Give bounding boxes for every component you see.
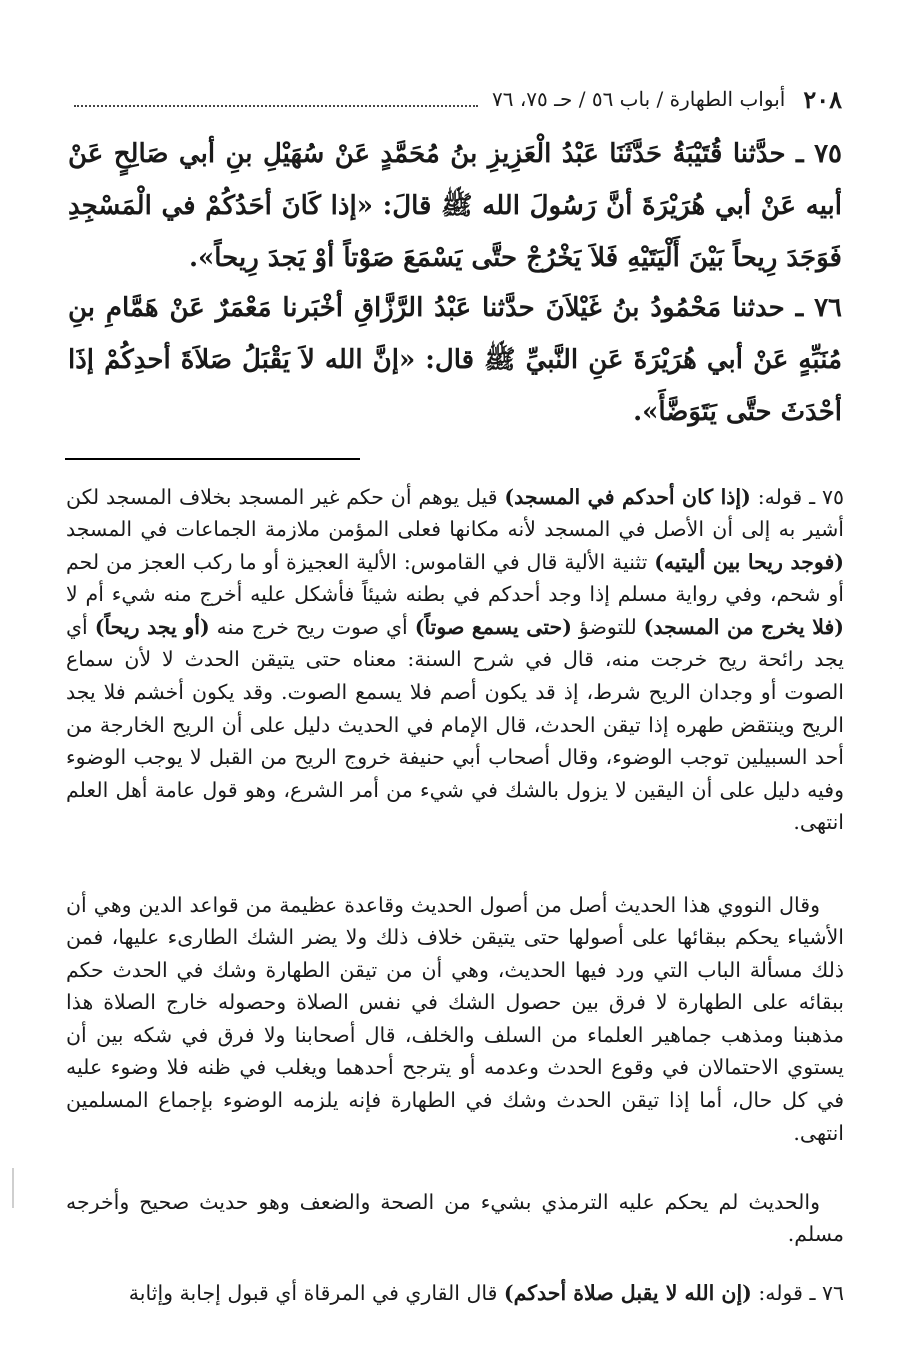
commentary-75-quote: (أو يجد ريحاً) [94,614,210,639]
commentary-75-segment: قيل يوهم أن حكم غير المسجد بخلاف المسجد لكن أشير به إلى أن الأصل في المسجد لأنه مكانها فعلى المؤمن ملازمة الجماعات في المسجد [66,484,844,542]
commentary-76 [66,1277,844,1310]
commentary-76-quote: (إن الله لا يقبل صلاة أحدكم) [503,1280,752,1305]
hadith-75: ٧٥ ـ حدَّثنا قُتَيْبَةُ حَدَّثَنَا عَبْدُ الْعَزِيزِ بنُ مُحَمَّدٍ عَنْ سُهَيْلِ بنِ أبي صَالِحٍ عَنْ أبيه عَنْ أبي هُرَيْرَةَ أنَّ رَسُولَ الله ﷺ قالَ: «إذا كَانَ أحَدُكُمْ في الْمَسْجِدِ فَوَجَدَ رِيحاً بَيْنَ أَلْيَتَيْهِ فَلاَ يَخْرُجْ حتَّى يَسْمَعَ صَوْتاً أوْ يَجدَ رِيحاً». [68,139,842,273]
commentary-75-segment: تثنية الألية قال في القاموس: الألية العجيزة أو ما ركب العجز من لحم أو شحم، وفي رواية مسلم إذا وجد أحدكم في بطنه شيئاً فأشكل عليه أخرج منه شيء أم لا [66,549,844,607]
commentary-75-segment: للتوضؤ [571,614,644,639]
commentary-75 [66,481,844,840]
commentary-76-segment: ٧٦ ـ قوله: [751,1280,844,1305]
commentary-75-quote: (إذا كان أحدكم في المسجد) [504,484,751,509]
page-number: ٢٠٨ [803,84,842,114]
footnote-separator [65,458,360,460]
hadith-76: ٧٦ ـ حدثنا مَحْمُودُ بنُ غَيْلاَنَ حدَّثنا عَبْدُ الرَّزَّاقِ أخْبَرنا مَعْمَرٌ عَنْ هَمَّامِ بنِ مُنَبِّهٍ عَنْ أبي هُرَيْرَةَ عَنِ النَّبيِّ ﷺ قال: «إنَّ الله لاَ يَقْبَلُ صَلاَةَ أحدِكُمْ إذَا أحْدَثَ حتَّى يَتَوَضَّأَ». [68,293,842,427]
commentary-76-segment: قال القاري في المرقاة أي قبول إجابة وإثابة [128,1280,504,1305]
chapter-title: أبواب الطهارة / باب ٥٦ / حـ ٧٥، ٧٦ [492,87,786,111]
commentary-75-segment: ٧٥ ـ قوله: [750,484,844,509]
commentary-75-quote: (فلا يخرج من المسجد) [643,614,844,639]
header-dot-leader [74,91,478,107]
commentary-tirmidhi: والحديث لم يحكم عليه الترمذي بشيء من الصحة والضعف وهو حديث صحيح وأخرجه مسلم. [66,1189,844,1247]
commentary-75-quote: (حتى يسمع صوتاً) [414,614,572,639]
commentary-75-segment: أي يجد رائحة ريح خرجت منه، قال في شرح السنة: معناه حتى يتيقن الحدث لا لأن سماع الصوت أو وجدان الريح شرط، إذ قد يكون أصم فلا يسمع الصوت. وقد يكون أخشم فلا يجد الريح وينتقض طهره إذا تيقن الحدث، قال الإمام في الحديث دليل على أن الريح الخارجة من أحد السبيلين توجب الوضوء، وقال أصحاب أبي حنيفة خروج الريح من القبل لا يوجب الوضوء وفيه دليل على أن اليقين لا يزول بالشك في شيء من أمر الشرع، وهو قول عامة أهل العلم انتهى. [66,614,844,835]
scan-edge-mark [12,1168,14,1208]
commentary-75-segment: أي صوت ريح خرج منه [209,614,415,639]
commentary-nawawi: وقال النووي هذا الحديث أصل من أصول الحديث وقاعدة عظيمة من قواعد الدين وهي أن الأشياء يحكم ببقائها على أصولها حتى يتيقن خلاف ذلك ولا يضر الشك الطارىء عليها، فمن ذلك مسألة الباب التي ورد فيها الحديث، وهي أن من تيقن الطهارة وشك في الحدث حكم ببقائه على الطهارة لا فرق بين حصول الشك في نفس الصلاة وحصوله خارج الصلاة هذا مذهبنا ومذهب جماهير العلماء من السلف والخلف، قال أصحابنا ولا فرق في شكه بين أن يستوي الاحتمالان في وقوع الحدث وعدمه أو يترجح أحدهما ويغلب في ظنه فلا وضوء عليه في كل حال، أما إذا تيقن الحدث وشك في الطهارة فإنه يلزمه الوضوء بإجماع المسلمين انتهى. [66,892,844,1145]
running-header [60,82,842,116]
commentary-75-quote: (فوجد ريحا بين أليتيه) [654,549,844,574]
